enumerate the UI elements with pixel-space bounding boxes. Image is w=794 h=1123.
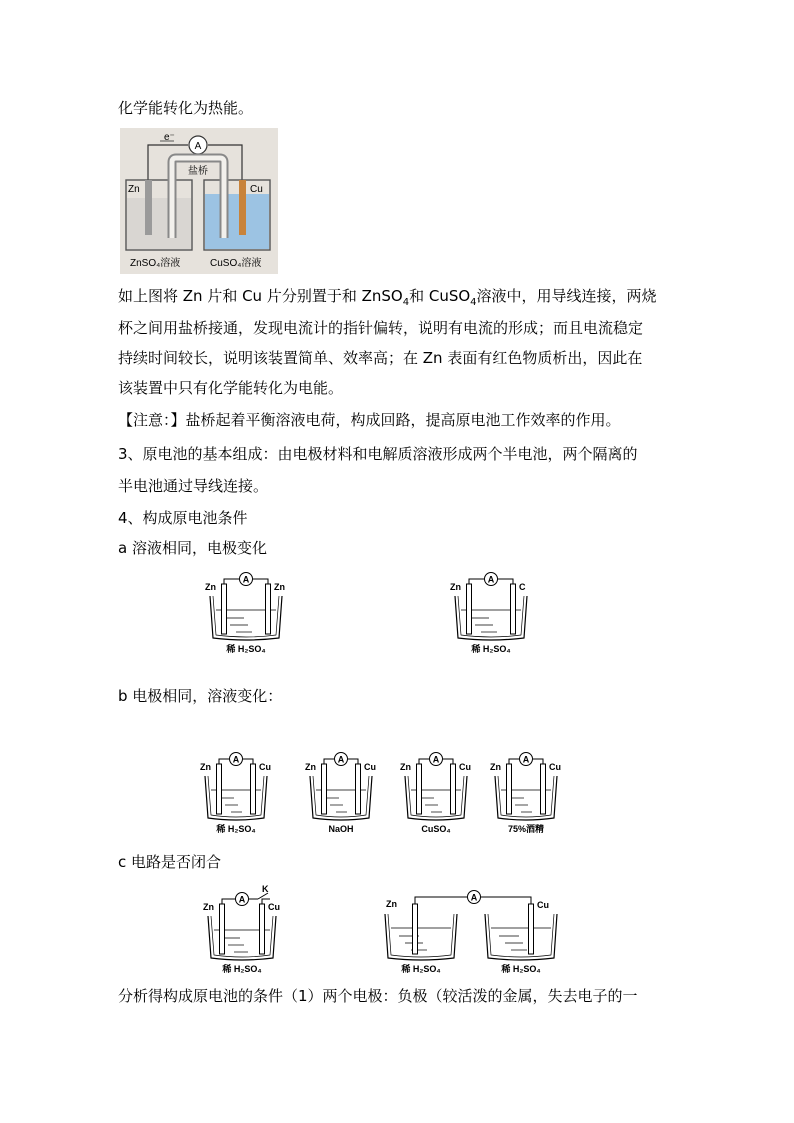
text-line-2 (118, 286, 657, 313)
beaker (310, 776, 372, 820)
right-electrode-label: Zn (274, 582, 285, 592)
text-line-2a: 如上图将 Zn 片和 Cu 片分别置于和 ZnSO (118, 287, 403, 305)
wire-right (498, 579, 513, 584)
left-electrode (467, 584, 472, 634)
solution-label: NaOH (328, 824, 354, 834)
left-solution-label: 稀 H₂SO₄ (401, 964, 441, 974)
right-electrode (251, 764, 256, 814)
right-electrode (266, 584, 271, 634)
wire-right (348, 759, 358, 764)
wire-right (533, 759, 543, 764)
cell-c-separate-beakers (375, 892, 575, 974)
right-electrode-label: C (519, 582, 526, 592)
beaker (495, 776, 557, 820)
salt-bridge-figure (120, 128, 278, 274)
left-electrode-label: Zn (205, 582, 216, 592)
solution-label: 稀 H₂SO₄ (226, 644, 266, 654)
text-line-5: 该装置中只有化学能转化为电能。 (118, 379, 344, 397)
left-electrode-label: Zn (400, 762, 411, 772)
beaker (455, 596, 527, 640)
left-electrode-label: Zn (386, 899, 397, 909)
text-line-3: 杯之间用盐桥接通，发现电流计的指针偏转，说明有电流的形成；而且电流稳定 (118, 319, 644, 337)
right-electrode-label: Cu (537, 900, 549, 910)
wire-right (443, 759, 453, 764)
right-electrode-label: Cu (259, 762, 271, 772)
text-line-1: 化学能转化为热能。 (118, 99, 254, 117)
wire-right (253, 579, 268, 584)
text-line-10: a 溶液相同，电极变化 (118, 539, 267, 557)
right-beaker-inner (488, 914, 554, 957)
cell-b-h2so4 (195, 756, 277, 838)
right-solution-label: CuSO₄溶液 (210, 258, 262, 269)
beaker (205, 776, 267, 820)
beaker (405, 776, 467, 820)
right-electrode-label: Cu (459, 762, 471, 772)
right-electrode (511, 584, 516, 634)
left-solution (127, 198, 191, 249)
left-solution-label: ZnSO₄溶液 (130, 258, 181, 269)
wire-right (481, 897, 531, 904)
text-line-9: 4、构成原电池条件 (118, 509, 248, 527)
ammeter-label: A (232, 754, 240, 765)
wire-right (243, 759, 253, 764)
text-line-2c: 溶液中，用导线连接，两烧 (476, 287, 657, 305)
beaker (210, 596, 282, 640)
wire-left (415, 897, 467, 904)
cu-label: Cu (250, 184, 263, 195)
cell-b-naoh (300, 756, 382, 838)
wire-left (224, 579, 239, 584)
right-electrode (260, 904, 265, 954)
left-electrode-label: Zn (490, 762, 501, 772)
salt-bridge-label: 盐桥 (188, 166, 208, 177)
subscript-4: 4 (402, 297, 410, 308)
ammeter-label: A (242, 574, 250, 585)
zn-label: Zn (128, 184, 140, 195)
right-electrode-label: Cu (549, 762, 561, 772)
right-electrode-label: Cu (268, 902, 280, 912)
cell-c-open-switch (198, 884, 286, 978)
right-electrode (356, 764, 361, 814)
wire-left (509, 759, 519, 764)
left-electrode-label: Zn (203, 902, 214, 912)
ammeter-label: A (238, 894, 246, 905)
left-beaker (385, 914, 457, 960)
ammeter-label: A (487, 574, 495, 585)
left-electrode-label: Zn (200, 762, 211, 772)
text-line-7: 3、原电池的基本组成：由电极材料和电解质溶液形成两个半电池，两个隔离的 (118, 445, 638, 463)
cell-b-cuso4 (395, 756, 477, 838)
wire-left (219, 759, 229, 764)
switch-label: K (262, 884, 269, 894)
text-line-2b: 和 CuSO (409, 287, 471, 305)
left-electrode-label: Zn (450, 582, 461, 592)
text-line-4: 持续时间较长，说明该装置简单、效率高；在 Zn 表面有红色物质析出，因此在 (118, 349, 643, 367)
solution-label: 稀 H₂SO₄ (471, 644, 511, 654)
electron-label: e⁻ (164, 132, 175, 143)
right-beaker (485, 914, 557, 960)
left-electrode (217, 764, 222, 814)
copper-electrode (239, 180, 246, 235)
wire-left (469, 579, 484, 584)
right-solution (205, 194, 269, 249)
ammeter-label: A (194, 141, 202, 152)
ammeter-label: A (432, 754, 440, 765)
left-electrode (222, 584, 227, 634)
ammeter-label: A (470, 892, 478, 903)
right-electrode-label: Cu (364, 762, 376, 772)
zinc-electrode (413, 904, 418, 954)
solution-label: 稀 H₂SO₄ (222, 964, 262, 974)
cell-a-zn-c (445, 576, 537, 658)
right-electrode (451, 764, 456, 814)
text-line-8: 半电池通过导线连接。 (118, 477, 269, 495)
cell-b-ethanol (485, 756, 567, 838)
right-electrode (541, 764, 546, 814)
left-electrode (322, 764, 327, 814)
wire-left (324, 759, 334, 764)
right-solution-label: 稀 H₂SO₄ (501, 964, 541, 974)
text-line-6: 【注意：】盐桥起着平衡溶液电荷，构成回路，提高原电池工作效率的作用。 (118, 411, 621, 429)
wire-left (222, 899, 235, 904)
left-electrode-label: Zn (305, 762, 316, 772)
solution-label: CuSO₄ (421, 824, 451, 834)
cell-a-zn-zn (200, 576, 292, 658)
left-electrode (417, 764, 422, 814)
solution-label: 稀 H₂SO₄ (216, 824, 256, 834)
copper-electrode (529, 904, 534, 954)
solution-label: 75%酒精 (507, 824, 545, 834)
wire-left (419, 759, 429, 764)
text-line-12: c 电路是否闭合 (118, 853, 222, 871)
ammeter-label: A (337, 754, 345, 765)
beaker (208, 916, 276, 960)
text-line-13: 分析得构成原电池的条件（1）两个电极：负极（较活泼的金属，失去电子的一 (118, 987, 638, 1005)
ammeter-label: A (522, 754, 530, 765)
subscript-4: 4 (470, 297, 477, 308)
zinc-electrode (145, 180, 152, 235)
left-electrode (507, 764, 512, 814)
left-electrode (220, 904, 225, 954)
text-line-11: b 电极相同，溶液变化： (118, 687, 283, 705)
left-beaker-inner (388, 914, 454, 957)
